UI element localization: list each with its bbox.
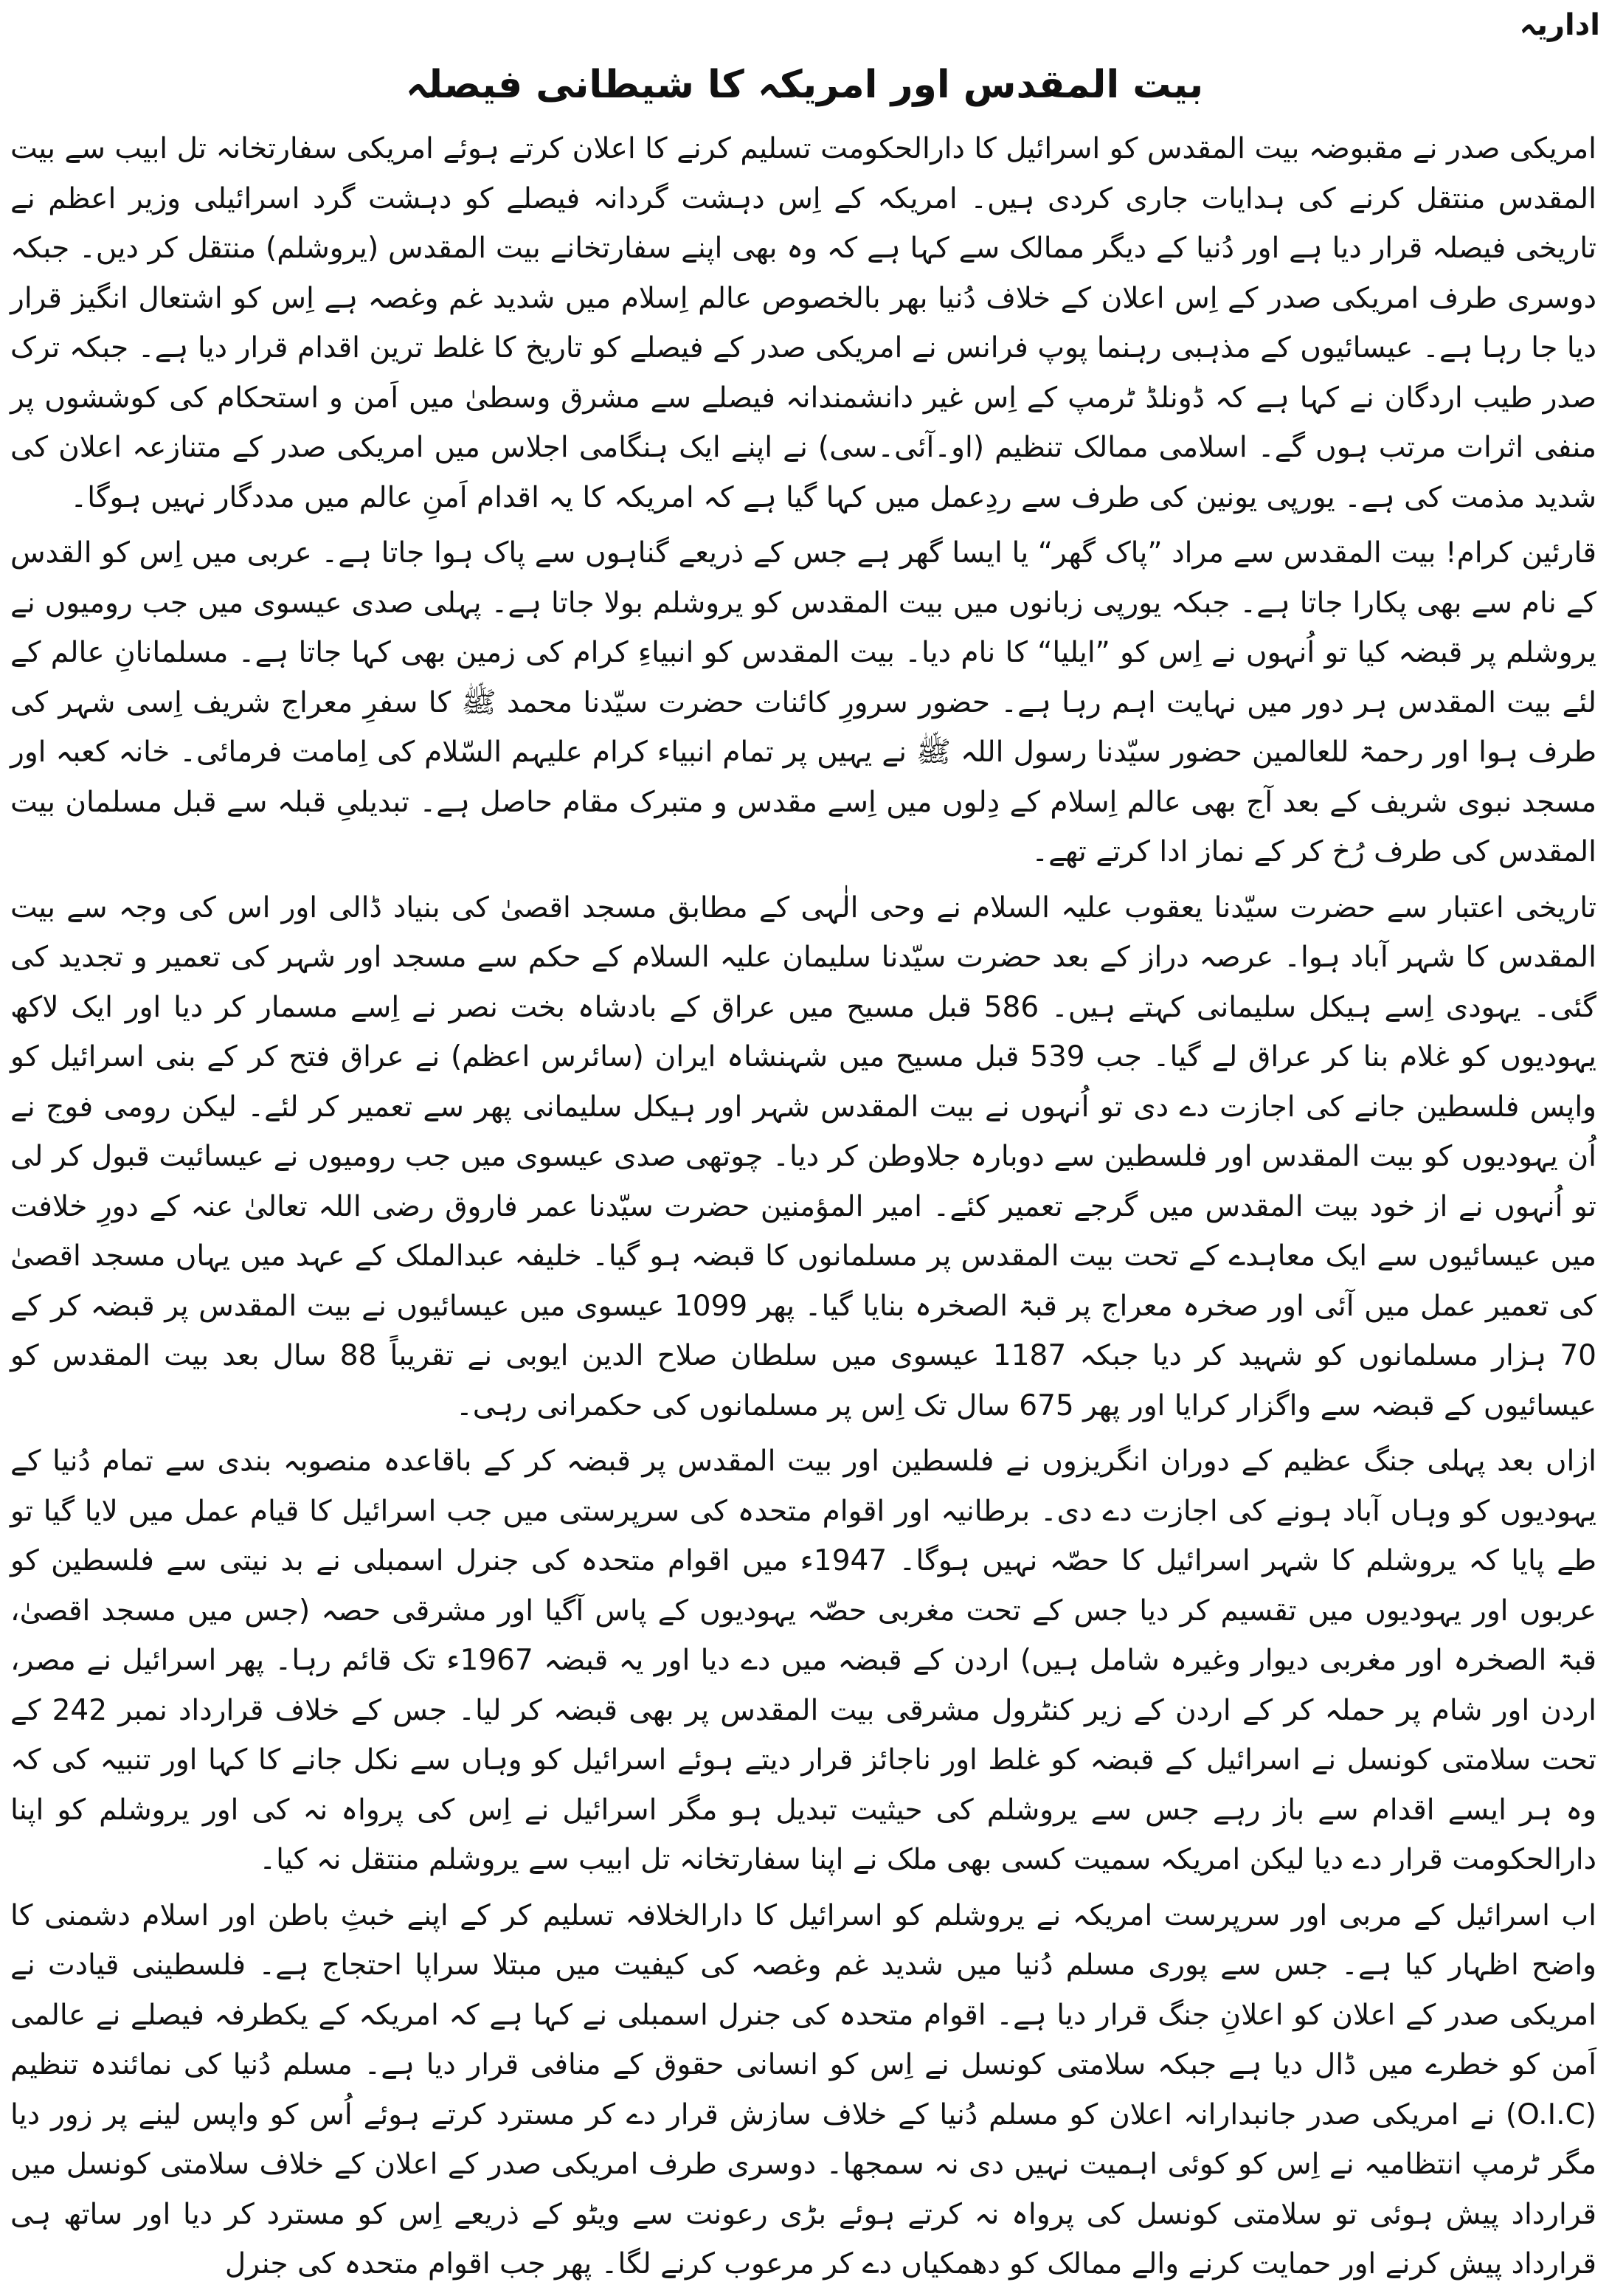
section-label: اداریہ [1519,8,1600,42]
paragraph: تاریخی اعتبار سے حضرت سیّدنا یعقوب علیہ السلام نے وحی الٰہی کے مطابق مسجد اقصیٰ کی بنیاد ڈالی اور اس کی وجہ سے بیت المقدس کا شہر آباد ہوا۔ عرصہ دراز کے بعد حضرت سیّدنا سلیمان علیہ السلام کے حکم سے مسجد اور شہر کی تعمیر و تجدید کی گئی۔ یہودی اِسے ہیکل سلیمانی کہتے ہیں۔ 586 قبل مسیح میں عراق کے بادشاہ بخت نصر نے اِسے مسمار کر دیا اور ایک لاکھ یہودیوں کو غلام بنا کر عراق لے گیا۔ جب 539 قبل مسیح میں شہنشاہ ایران (سائرس اعظم) نے عراق فتح کر کے بنی اسرائیل کو واپس فلسطین جانے کی اجازت دے دی تو اُنہوں نے بیت المقدس شہر اور ہیکل سلیمانی پھر سے تعمیر کر لئے۔ لیکن رومی فوج نے اُن یہودیوں کو بیت المقدس اور فلسطین سے دوبارہ جلاوطن کر دیا۔ چوتھی صدی عیسوی میں جب رومیوں نے عیسائیت قبول کر لی تو اُنہوں نے از خود بیت المقدس میں گرجے تعمیر کئے۔ امیر المؤمنین حضرت سیّدنا عمر فاروق رضی اللہ تعالیٰ عنہ کے دورِ خلافت میں عیسائیوں سے ایک معاہدے کے تحت بیت المقدس پر مسلمانوں کا قبضہ ہو گیا۔ خلیفہ عبدالملک کے عہد میں یہاں مسجد اقصیٰ کی تعمیر عمل میں آئی اور صخرہ معراج پر قبۃ الصخرہ بنایا گیا۔ پھر 1099 عیسوی میں عیسائیوں نے بیت المقدس پر قبضہ کر کے 70 ہزار مسلمانوں کو شہید کر دیا جبکہ 1187 عیسوی میں سلطان صلاح الدین ایوبی نے تقریباً 88 سال بعد بیت المقدس کو عیسائیوں کے قبضہ سے واگزار کرایا اور پھر 675 سال تک اِس پر مسلمانوں کی حکمرانی رہی۔ [10,891,1596,1422]
headline: بیت المقدس اور امریکہ کا شیطانی فیصلہ [405,63,1204,107]
paragraph: اب اسرائیل کے مربی اور سرپرست امریکہ نے یروشلم کو اسرائیل کا دارالخلافہ تسلیم کر کے اپنے خبثِ باطن اور اسلام دشمنی کا واضح اظہار کیا ہے۔ جس سے پوری مسلم دُنیا میں شدید غم وغصہ کی کیفیت میں مبتلا سراپا احتجاج ہے۔ فلسطینی قیادت نے امریکی صدر کے اعلان کو اعلانِ جنگ قرار دیا ہے۔ اقوام متحدہ کی جنرل اسمبلی نے کہا ہے کہ امریکہ کے یکطرفہ فیصلے نے عالمی اَمن کو خطرے میں ڈال دیا ہے جبکہ سلامتی کونسل نے اِس کو انسانی حقوق کے منافی قرار دیا ہے۔ مسلم دُنیا کی نمائندہ تنظیم (O.I.C) نے امریکی صدر جانبدارانہ اعلان کو مسلم دُنیا کے خلاف سازش قرار دے کر مسترد کرتے ہوئے اُس کو واپس لینے پر زور دیا مگر ٹرمپ انتظامیہ نے اِس کو کوئی اہمیت نہیں دی نہ سمجھا۔ دوسری طرف امریکی صدر کے اعلان کے خلاف سلامتی کونسل میں قرارداد پیش ہوئی تو سلامتی کونسل کی پرواہ نہ کرتے ہوئے بڑی رعونت سے ویٹو کے ذریعے اِس کو مسترد کر دیا اور ساتھ ہی قرارداد پیش کرنے اور حمایت کرنے والے ممالک کو دھمکیاں دے کر مرعوب کرنے لگا۔ پھر جب اقوام متحدہ کی جنرل [10,1898,1596,2281]
paragraph: قارئین کرام! بیت المقدس سے مراد ”پاک گھر“ یا ایسا گھر ہے جس کے ذریعے گناہوں سے پاک ہوا جاتا ہے۔ عربی میں اِس کو القدس کے نام سے بھی پکارا جاتا ہے۔ جبکہ یورپی زبانوں میں بیت المقدس کو یروشلم بولا جاتا ہے۔ پہلی صدی عیسوی میں جب رومیوں نے یروشلم پر قبضہ کیا تو اُنہوں نے اِس کو ”ایلیا“ کا نام دیا۔ بیت المقدس کو انبیاءِ کرام کی زمین بھی کہا جاتا ہے۔ مسلمانانِ عالم کے لئے بیت المقدس ہر دور میں نہایت اہم رہا ہے۔ حضور سرورِ کائنات حضرت سیّدنا محمد ﷺ کا سفرِ معراج شریف اِسی شہر کی طرف ہوا اور رحمۃ للعالمین حضور سیّدنا رسول اللہ ﷺ نے یہیں پر تمام انبیاء کرام علیہم السّلام کی اِمامت فرمائی۔ خانہ کعبہ اور مسجد نبوی شریف کے بعد آج بھی عالم اِسلام کے دِلوں میں اِسے مقدس و متبرک مقام حاصل ہے۔ تبدیلیِ قبلہ سے قبل مسلمان بیت المقدس کی طرف رُخ کر کے نماز ادا کرتے تھے۔ [10,536,1596,868]
article-body [10,124,1596,2289]
paragraph: امریکی صدر نے مقبوضہ بیت المقدس کو اسرائیل کا دارالحکومت تسلیم کرنے کا اعلان کرتے ہوئے امریکی سفارتخانہ تل ابیب سے بیت المقدس منتقل کرنے کی ہدایات جاری کردی ہیں۔ امریکہ کے اِس دہشت گردانہ فیصلے کو دہشت گرد اسرائیلی وزیر اعظم نے تاریخی فیصلہ قرار دیا ہے اور دُنیا کے دیگر ممالک سے کہا ہے کہ وہ بھی اپنے سفارتخانے بیت المقدس (یروشلم) منتقل کر دیں۔ جبکہ دوسری طرف امریکی صدر کے اِس اعلان کے خلاف دُنیا بھر بالخصوص عالم اِسلام میں شدید غم وغصہ ہے اِس کو اشتعال انگیز قرار دیا جا رہا ہے۔ عیسائیوں کے مذہبی رہنما پوپ فرانس نے امریکی صدر کے فیصلے کو تاریخ کا غلط ترین اقدام قرار دیا ہے۔ جبکہ ترک صدر طیب اردگان نے کہا ہے کہ ڈونلڈ ٹرمپ کے اِس غیر دانشمندانہ فیصلے سے مشرق وسطیٰ میں اَمن و استحکام کی کوششوں پر منفی اثرات مرتب ہوں گے۔ اسلامی ممالک تنظیم (او۔آئی۔سی) نے اپنے ایک ہنگامی اجلاس میں امریکی صدر کے متنازعہ اعلان کی شدید مذمت کی ہے۔ یورپی یونین کی طرف سے ردِعمل میں کہا گیا ہے کہ امریکہ کا یہ اقدام اَمنِ عالم میں مددگار نہیں ہوگا۔ [10,132,1596,514]
paragraph: ازاں بعد پہلی جنگ عظیم کے دوران انگریزوں نے فلسطین اور بیت المقدس پر قبضہ کر کے باقاعدہ منصوبہ بندی سے تمام دُنیا کے یہودیوں کو وہاں آباد ہونے کی اجازت دے دی۔ برطانیہ اور اقوام متحدہ کی سرپرستی میں جب اسرائیل کا قیام عمل میں لایا گیا تو طے پایا کہ یروشلم کا شہر اسرائیل کا حصّہ نہیں ہوگا۔ 1947ء میں اقوام متحدہ کی جنرل اسمبلی نے بد نیتی سے فلسطین کو عربوں اور یہودیوں میں تقسیم کر دیا جس کے تحت مغربی حصّہ یہودیوں کے پاس آگیا اور مشرقی حصہ (جس میں مسجد اقصیٰ، قبۃ الصخرہ اور مغربی دیوار وغیرہ شامل ہیں) اردن کے قبضہ میں دے دیا اور یہ قبضہ 1967ء تک قائم رہا۔ پھر اسرائیل نے مصر، اردن اور شام پر حملہ کر کے اردن کے زیر کنٹرول مشرقی بیت المقدس پر بھی قبضہ کر لیا۔ جس کے خلاف قرارداد نمبر 242 کے تحت سلامتی کونسل نے اسرائیل کے قبضہ کو غلط اور ناجائز قرار دیتے ہوئے اسرائیل کو وہاں سے نکل جانے کا کہا اور تنبیہ کی کہ وہ ہر ایسے اقدام سے باز رہے جس سے یروشلم کی حیثیت تبدیل ہو مگر اسرائیل نے اِس کی پرواہ نہ کی اور یروشلم کو اپنا دارالحکومت قرار دے دیا لیکن امریکہ سمیت کسی بھی ملک نے اپنا سفارتخانہ تل ابیب سے یروشلم منتقل نہ کیا۔ [10,1445,1597,1876]
